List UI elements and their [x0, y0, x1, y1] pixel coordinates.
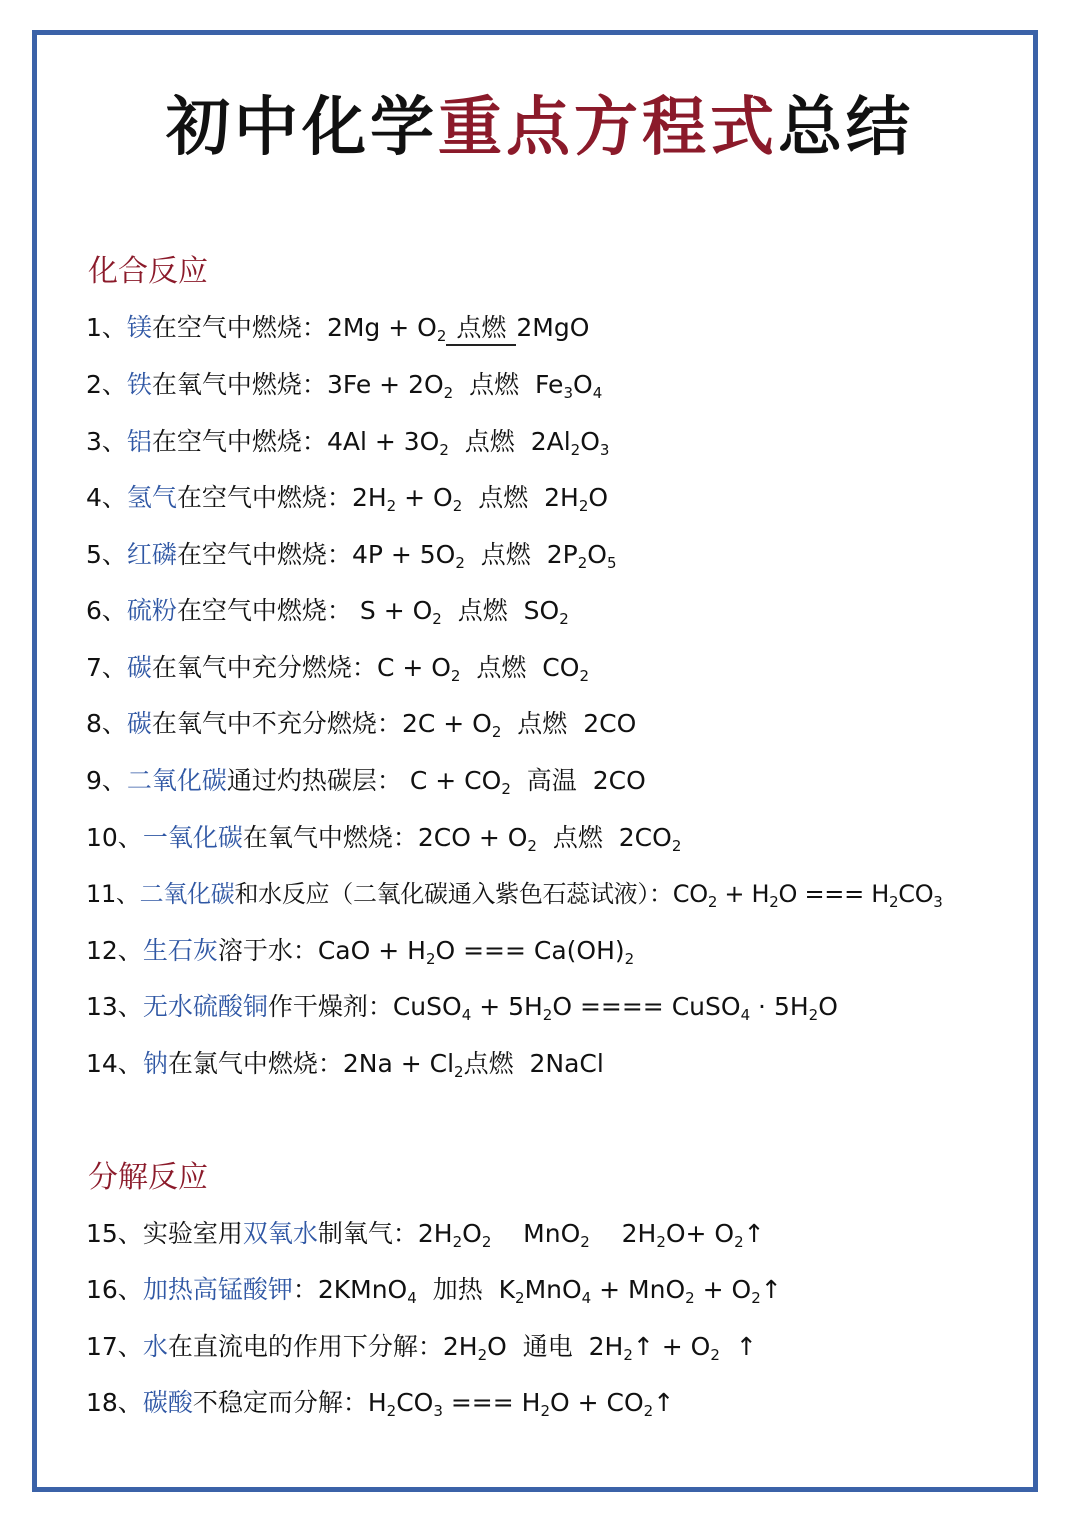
item-number: 1、	[86, 313, 127, 342]
equation-item	[86, 706, 636, 742]
page-title	[0, 88, 1080, 168]
equation-item	[86, 820, 681, 856]
item-number: 8、	[86, 709, 127, 738]
item-keyword: 一氧化碳	[142, 823, 243, 852]
item-description: 在空气中燃烧：	[151, 313, 327, 342]
subscript: 4	[592, 384, 603, 402]
equation-text: 3Fe + 2O	[326, 370, 444, 399]
item-number: 10、	[86, 823, 143, 852]
subscript: 2	[454, 1063, 464, 1081]
item-number: 15、	[86, 1219, 143, 1248]
item-description: 实验室用	[142, 1219, 243, 1248]
equation-text: 2Na + Cl	[342, 1049, 455, 1078]
equation-text: Fe	[535, 370, 564, 399]
title-part-2: 总结	[778, 91, 914, 165]
equation-text: MnO	[524, 1275, 582, 1304]
equation-text: 4Al + 3O	[326, 427, 440, 456]
reaction-condition: 点燃	[552, 823, 603, 852]
subscript: 2	[577, 554, 588, 572]
item-description: 在空气中燃烧：	[176, 540, 352, 569]
reaction-condition: 点燃	[457, 596, 508, 625]
equation-item	[86, 989, 838, 1025]
item-description: 通过灼热碳层：	[226, 766, 402, 795]
subscript: 2	[656, 1233, 666, 1251]
subscript: 2	[710, 1346, 720, 1364]
equation-text: O	[487, 1332, 507, 1361]
equation-item	[86, 1385, 674, 1421]
subscript: 2	[477, 1346, 488, 1364]
subscript: 2	[578, 497, 589, 515]
equation-text: O+ O	[665, 1219, 735, 1248]
subscript: 2	[769, 893, 779, 911]
equation-item	[86, 537, 616, 573]
subscript: 5	[606, 554, 617, 572]
equation-text: S + O	[351, 596, 433, 625]
equation-text: 2KMnO	[317, 1275, 408, 1304]
item-number: 3、	[86, 427, 127, 456]
equation-item	[86, 367, 602, 403]
subscript: 2	[452, 1233, 463, 1251]
equation-text: O === H	[778, 880, 889, 908]
subscript: 2	[685, 1289, 695, 1307]
subscript: 2	[643, 1402, 654, 1420]
reaction-condition: MnO	[523, 1219, 581, 1248]
subscript: 2	[443, 384, 454, 402]
equation-text: + O	[653, 1332, 711, 1361]
item-keyword: 水	[142, 1332, 168, 1361]
gas-arrow-icon: ↑	[743, 1219, 765, 1248]
item-number: 6、	[86, 596, 127, 625]
subscript: 2	[491, 723, 502, 741]
equation-text: K	[498, 1275, 516, 1304]
item-keyword: 加热高锰酸钾	[142, 1275, 293, 1304]
item-number: 14、	[86, 1049, 143, 1078]
gas-arrow-icon: ↑	[760, 1275, 782, 1304]
reaction-condition: 点燃	[517, 709, 568, 738]
item-description: 溶于水：	[217, 936, 318, 965]
equation-item	[86, 1216, 765, 1252]
reaction-condition: 点燃	[480, 540, 531, 569]
item-number: 2、	[86, 370, 127, 399]
subscript: 2	[751, 1289, 761, 1307]
title-highlight: 重点方程式	[438, 91, 778, 165]
reaction-condition: 点燃	[464, 427, 515, 456]
item-number: 7、	[86, 653, 127, 682]
equation-text: 2H	[588, 1332, 624, 1361]
item-number: 12、	[86, 936, 143, 965]
gas-arrow-icon: ↑	[735, 1332, 757, 1361]
equation-text: 2H	[544, 483, 579, 512]
item-description: 在氧气中燃烧：	[242, 823, 418, 852]
subscript: 2	[452, 497, 463, 515]
reaction-condition: 点燃	[446, 313, 516, 346]
reaction-condition: 点燃	[469, 370, 520, 399]
item-keyword: 硫粉	[126, 596, 177, 625]
item-keyword: 二氧化碳	[139, 880, 235, 908]
equation-text: + O	[694, 1275, 752, 1304]
item-description: 在氧气中充分燃烧：	[151, 653, 377, 682]
subscript: 2	[501, 780, 511, 798]
equation-item	[86, 593, 569, 629]
item-keyword: 二氧化碳	[126, 766, 227, 795]
equation-text: 2C + O	[401, 709, 492, 738]
subscript: 2	[386, 1402, 397, 1420]
subscript: 2	[542, 1006, 553, 1024]
equation-text: 2NaCl	[529, 1049, 604, 1078]
subscript: 2	[707, 893, 718, 911]
equation-text: O	[573, 370, 593, 399]
equation-item	[86, 933, 634, 969]
equation-text: CaO + H	[317, 936, 426, 965]
item-keyword: 红磷	[126, 540, 177, 569]
gas-arrow-icon: ↑	[653, 1388, 675, 1417]
item-number: 13、	[86, 992, 143, 1021]
subscript: 4	[581, 1289, 592, 1307]
subscript: 3	[433, 1402, 443, 1420]
subscript: 4	[461, 1006, 472, 1024]
subscript: 2	[579, 667, 589, 685]
reaction-condition: 点燃	[478, 483, 529, 512]
equation-text: H	[367, 1388, 387, 1417]
equation-text: 2CO	[583, 709, 637, 738]
equation-text: O ==== CuSO	[552, 992, 741, 1021]
equation-text: O	[588, 483, 609, 512]
reaction-condition: 点燃	[476, 653, 527, 682]
item-keyword: 双氧水	[242, 1219, 318, 1248]
equation-text: C + O	[376, 653, 451, 682]
equation-text: SO	[523, 596, 560, 625]
item-number: 17、	[86, 1332, 143, 1361]
subscript: 2	[455, 554, 465, 572]
item-keyword: 铁	[126, 370, 152, 399]
item-description: ：	[292, 1275, 318, 1304]
subscript: 3	[933, 893, 943, 911]
equation-text: · 5H	[750, 992, 809, 1021]
subscript: 2	[515, 1289, 525, 1307]
item-keyword: 无水硫酸铜	[142, 992, 268, 1021]
item-keyword: 碳	[126, 709, 152, 738]
equation-text: CO	[542, 653, 580, 682]
equation-item	[86, 763, 646, 799]
equation-text: + O	[396, 483, 453, 512]
subscript: 2	[580, 1233, 590, 1251]
reaction-condition: 高温	[526, 766, 577, 795]
subscript: 4	[740, 1006, 751, 1024]
reaction-condition: 点燃	[463, 1049, 514, 1078]
equation-text: 2H	[351, 483, 387, 512]
subscript: 2	[671, 837, 682, 855]
equation-text: 4P + 5O	[351, 540, 456, 569]
gas-arrow-icon: ↑	[632, 1332, 654, 1361]
subscript: 2	[888, 893, 899, 911]
equation-text: 2Al	[530, 427, 571, 456]
equation-text: O === Ca(OH)	[435, 936, 625, 965]
equation-text: 2Mg + O	[326, 313, 437, 342]
section-heading-combination: 化合反应	[88, 254, 208, 289]
item-number: 16、	[86, 1275, 143, 1304]
subscript: 2	[527, 837, 537, 855]
item-description: 在直流电的作用下分解：	[167, 1332, 443, 1361]
subscript: 4	[407, 1289, 417, 1307]
equation-item	[86, 650, 589, 686]
subscript: 2	[559, 610, 569, 628]
subscript: 2	[386, 497, 397, 515]
equation-text: O	[587, 540, 607, 569]
equation-text: 2H	[417, 1219, 453, 1248]
equation-text: CO	[672, 880, 708, 908]
item-keyword: 氢气	[126, 483, 177, 512]
equation-text: 2H	[621, 1219, 657, 1248]
equation-text: 2CO + O	[417, 823, 528, 852]
item-description: 作干燥剂：	[267, 992, 393, 1021]
equation-text: === H	[442, 1388, 541, 1417]
equation-text: + MnO	[591, 1275, 686, 1304]
subscript: 2	[624, 950, 635, 968]
equation-text: O + CO	[549, 1388, 644, 1417]
item-description: 在空气中燃烧：	[176, 596, 352, 625]
item-description: 在氧气中不充分燃烧：	[151, 709, 402, 738]
subscript: 3	[563, 384, 573, 402]
subscript: 2	[623, 1346, 633, 1364]
subscript: 3	[599, 441, 610, 459]
equation-item	[86, 310, 589, 346]
equation-text: + 5H	[471, 992, 543, 1021]
section-heading-decomposition: 分解反应	[88, 1160, 208, 1195]
subscript: 2	[808, 1006, 819, 1024]
item-keyword: 生石灰	[142, 936, 218, 965]
reaction-condition: 加热	[432, 1275, 483, 1304]
subscript: 2	[439, 441, 449, 459]
equation-item	[86, 876, 943, 912]
reaction-condition: 通电	[522, 1332, 573, 1361]
item-description: 不稳定而分解：	[192, 1388, 368, 1417]
item-number: 5、	[86, 540, 127, 569]
equation-text: + H	[717, 880, 770, 908]
equation-text: CO	[898, 880, 934, 908]
equation-text: CO	[396, 1388, 434, 1417]
subscript: 2	[570, 441, 581, 459]
equation-item	[86, 1046, 604, 1082]
item-description: 制氧气：	[317, 1219, 418, 1248]
equation-text: C + CO	[401, 766, 502, 795]
equation-text: O	[580, 427, 600, 456]
equation-text: O	[818, 992, 838, 1021]
subscript: 2	[481, 1233, 492, 1251]
subscript: 2	[425, 950, 436, 968]
equation-text: 2MgO	[516, 313, 590, 342]
subscript: 2	[450, 667, 461, 685]
item-keyword: 碳酸	[142, 1388, 193, 1417]
item-description: 在空气中燃烧：	[151, 427, 327, 456]
item-description: 和水反应（二氧化碳通入紫色石蕊试液）：	[234, 880, 673, 908]
equation-text: 2CO	[592, 766, 646, 795]
item-keyword: 铝	[126, 427, 152, 456]
equation-text: CuSO	[392, 992, 462, 1021]
subscript: 2	[436, 327, 447, 345]
equation-item	[86, 1329, 757, 1365]
item-description: 在氧气中燃烧：	[151, 370, 327, 399]
item-keyword: 碳	[126, 653, 152, 682]
equation-text: 2CO	[618, 823, 672, 852]
subscript: 2	[540, 1402, 550, 1420]
subscript: 2	[432, 610, 442, 628]
item-number: 4、	[86, 483, 127, 512]
equation-item	[86, 424, 609, 460]
item-description: 在氯气中燃烧：	[167, 1049, 343, 1078]
item-number: 18、	[86, 1388, 143, 1417]
equation-item	[86, 480, 608, 516]
item-keyword: 钠	[142, 1049, 168, 1078]
equation-text: 2H	[442, 1332, 478, 1361]
title-part-1: 初中化学	[166, 91, 438, 165]
equation-text: O	[462, 1219, 482, 1248]
item-number: 11、	[86, 880, 140, 908]
equation-text: 2P	[546, 540, 578, 569]
item-keyword: 镁	[126, 313, 152, 342]
subscript: 2	[734, 1233, 744, 1251]
item-description: 在空气中燃烧：	[176, 483, 352, 512]
item-number: 9、	[86, 766, 127, 795]
equation-item	[86, 1272, 782, 1308]
